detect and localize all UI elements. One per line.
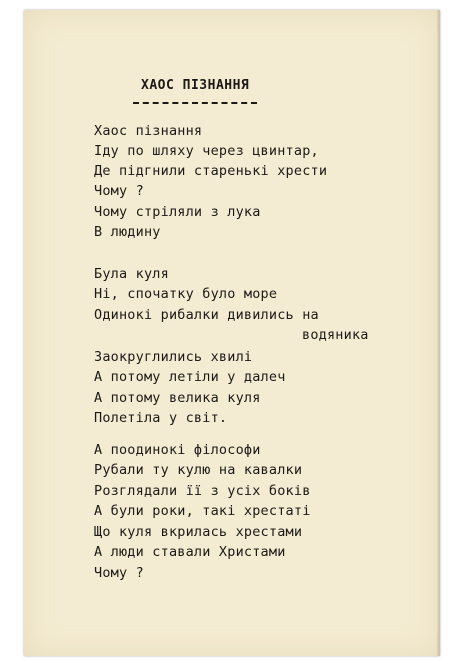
poem-line: Чому ? <box>94 183 144 199</box>
poem-line: А були роки, такі хрестаті <box>94 503 311 519</box>
poem-line: Рубали ту кулю на кавалки <box>94 462 303 478</box>
poem-line: А потому велика куля <box>94 390 261 406</box>
poem-line: Розглядали її з усіх боків <box>94 483 311 499</box>
poem-line: Іду по шляху через цвинтар, <box>94 143 319 159</box>
title-underline <box>133 102 257 104</box>
poem-line: А потому летіли у далеч <box>94 369 286 385</box>
poem-line: Полетіла у світ. <box>94 410 228 426</box>
poem-line: А поодинокі філософи <box>94 442 261 458</box>
poem-title: ХАОС ПІЗНАННЯ <box>141 78 250 93</box>
poem-line-continuation: водяника <box>302 327 369 343</box>
poem-line: А люди ставали Христами <box>94 544 286 560</box>
poem-line: Чому стріляли з лука <box>94 204 261 220</box>
poem-line: Була куля <box>94 266 169 282</box>
poem-line: Одинокі рибалки дивились на <box>94 307 319 323</box>
poem-line: В людину <box>94 224 161 240</box>
poem-line: Заокруглились хвилі <box>94 349 253 365</box>
typewritten-page <box>24 10 440 656</box>
poem-line: Що куля вкрилась хрестами <box>94 524 303 540</box>
poem-line: Хаос пізнання <box>94 123 203 139</box>
poem-line: Чому ? <box>94 565 144 581</box>
poem-line: Ні, спочатку було море <box>94 286 278 302</box>
poem-line: Де підгнили старенькі хрести <box>94 163 328 179</box>
